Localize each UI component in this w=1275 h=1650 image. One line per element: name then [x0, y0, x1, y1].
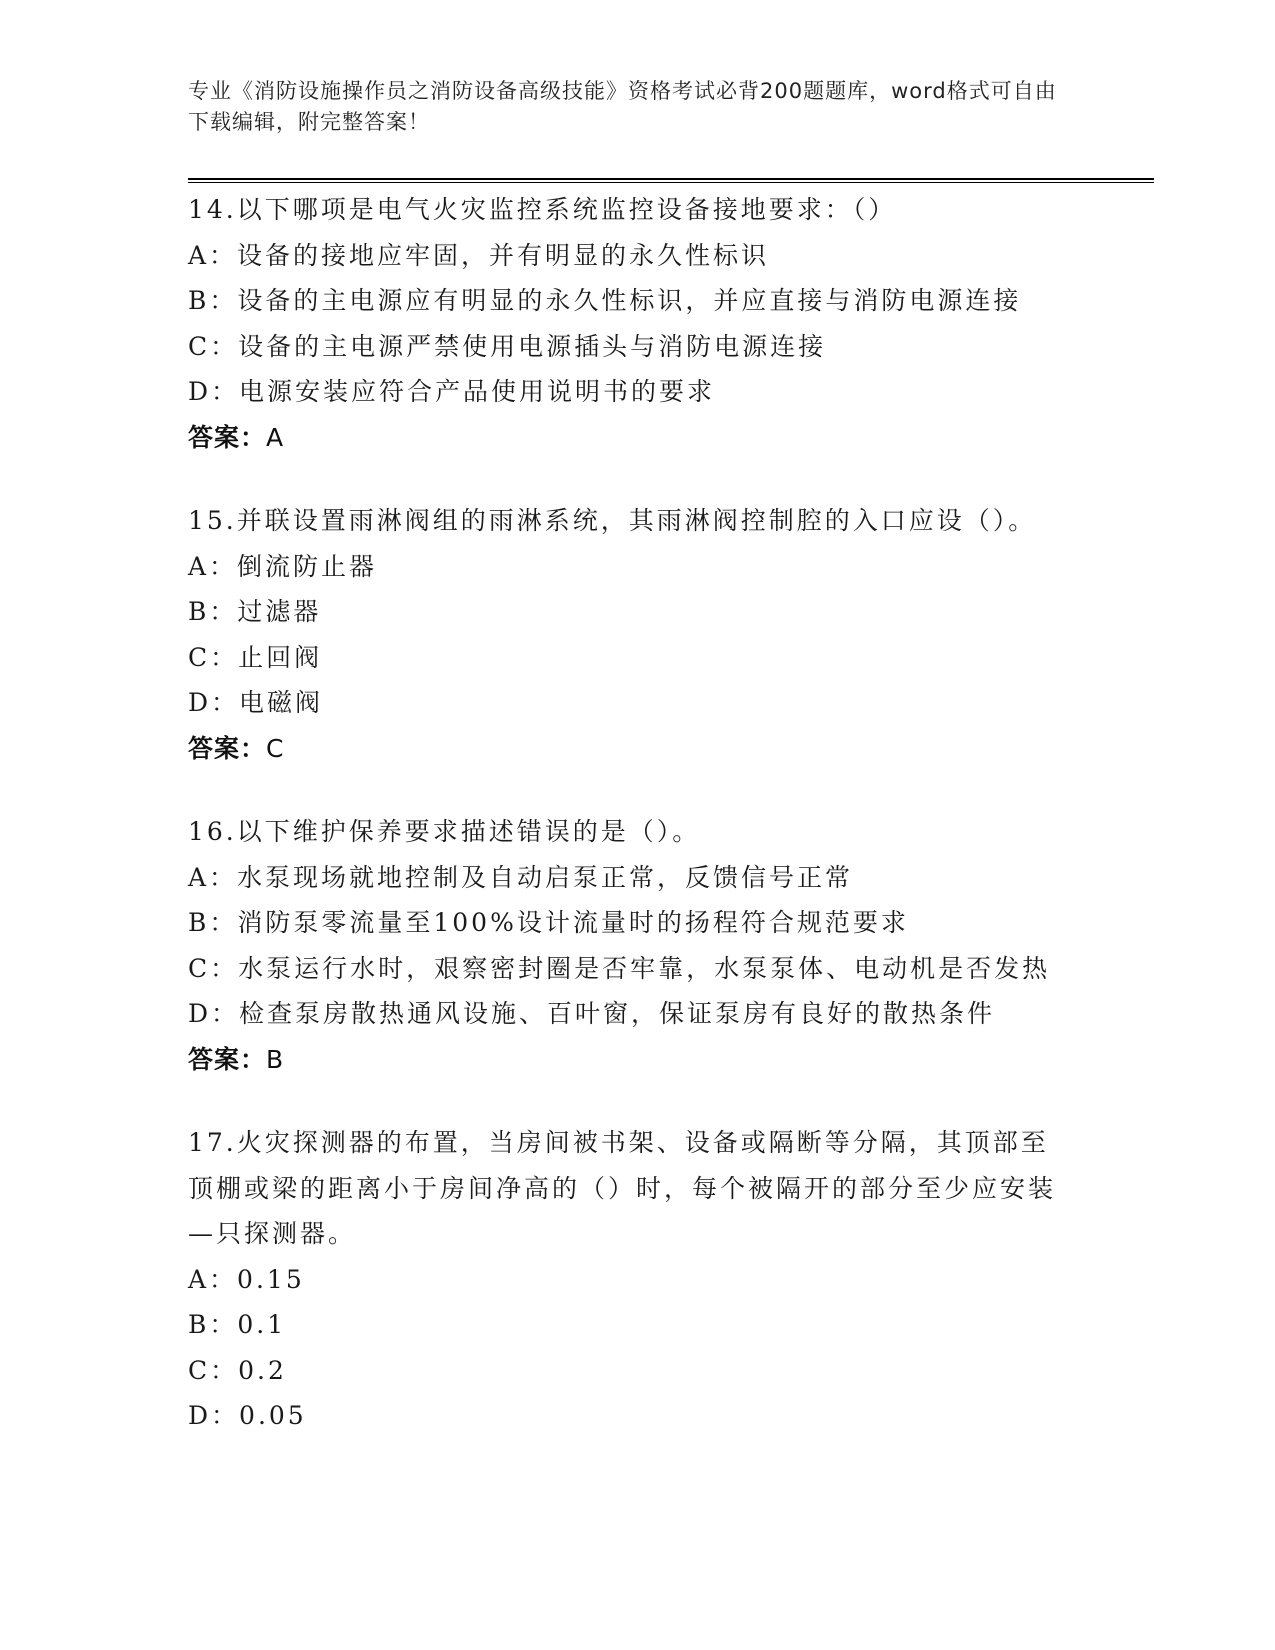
question-16 [188, 809, 1088, 1082]
option-b: B：设备的主电源应有明显的永久性标识，并应直接与消防电源连接 [188, 286, 1022, 315]
question-17 [188, 1120, 1088, 1439]
answer-line [188, 726, 1088, 772]
option-c: C：0.2 [188, 1355, 287, 1385]
document-header: 专业《消防设施操作员之消防设备高级技能》资格考试必背200题题库，word格式可自由下载编辑，附完整答案！ [188, 79, 1057, 134]
question-14 [188, 187, 1088, 460]
option-d: D：0.05 [188, 1401, 307, 1430]
answer-value: C [266, 733, 285, 763]
question-stem: 17.火灾探测器的布置，当房间被书架、设备或隔断等分隔，其顶部至顶棚或梁的距离小于房间净高的（）时，每个被隔开的部分至少应安装—只探测器。 [188, 1128, 1057, 1248]
answer-label: 答案： [188, 733, 267, 763]
answer-line [188, 415, 1088, 461]
option-a: A：0.15 [188, 1264, 305, 1294]
option-b: B：消防泵零流量至100%设计流量时的扬程符合规范要求 [188, 908, 909, 937]
option-b: B：过滤器 [188, 597, 322, 626]
answer-value: A [266, 422, 285, 452]
question-list [188, 187, 1088, 1477]
option-a: A：水泵现场就地控制及自动启泵正常，反馈信号正常 [188, 862, 854, 892]
option-d: D：检查泵房散热通风设施、百叶窗，保证泵房有良好的散热条件 [188, 999, 996, 1028]
answer-label: 答案： [188, 422, 267, 452]
header-divider [188, 178, 1154, 183]
option-a: A：倒流防止器 [188, 551, 378, 581]
question-15 [188, 498, 1088, 771]
option-d: D：电磁阀 [188, 688, 324, 717]
option-c: C：设备的主电源严禁使用电源插头与消防电源连接 [188, 331, 827, 361]
option-a: A：设备的接地应牢固，并有明显的永久性标识 [188, 240, 770, 270]
option-b: B：0.1 [188, 1310, 287, 1339]
answer-label: 答案： [188, 1044, 267, 1074]
option-d: D：电源安装应符合产品使用说明书的要求 [188, 377, 716, 406]
question-stem: 14.以下哪项是电气火灾监控系统监控设备接地要求：（） [188, 195, 897, 224]
answer-value: B [266, 1044, 285, 1074]
question-stem: 15.并联设置雨淋阀组的雨淋系统，其雨淋阀控制腔的入口应设（）。 [188, 506, 1037, 535]
question-stem: 16.以下维护保养要求描述错误的是（）。 [188, 817, 701, 846]
option-c: C：止回阀 [188, 642, 323, 672]
answer-line [188, 1037, 1088, 1083]
option-c: C：水泵运行水时，艰察密封圈是否牢靠，水泵泵体、电动机是否发热 [188, 953, 1051, 983]
